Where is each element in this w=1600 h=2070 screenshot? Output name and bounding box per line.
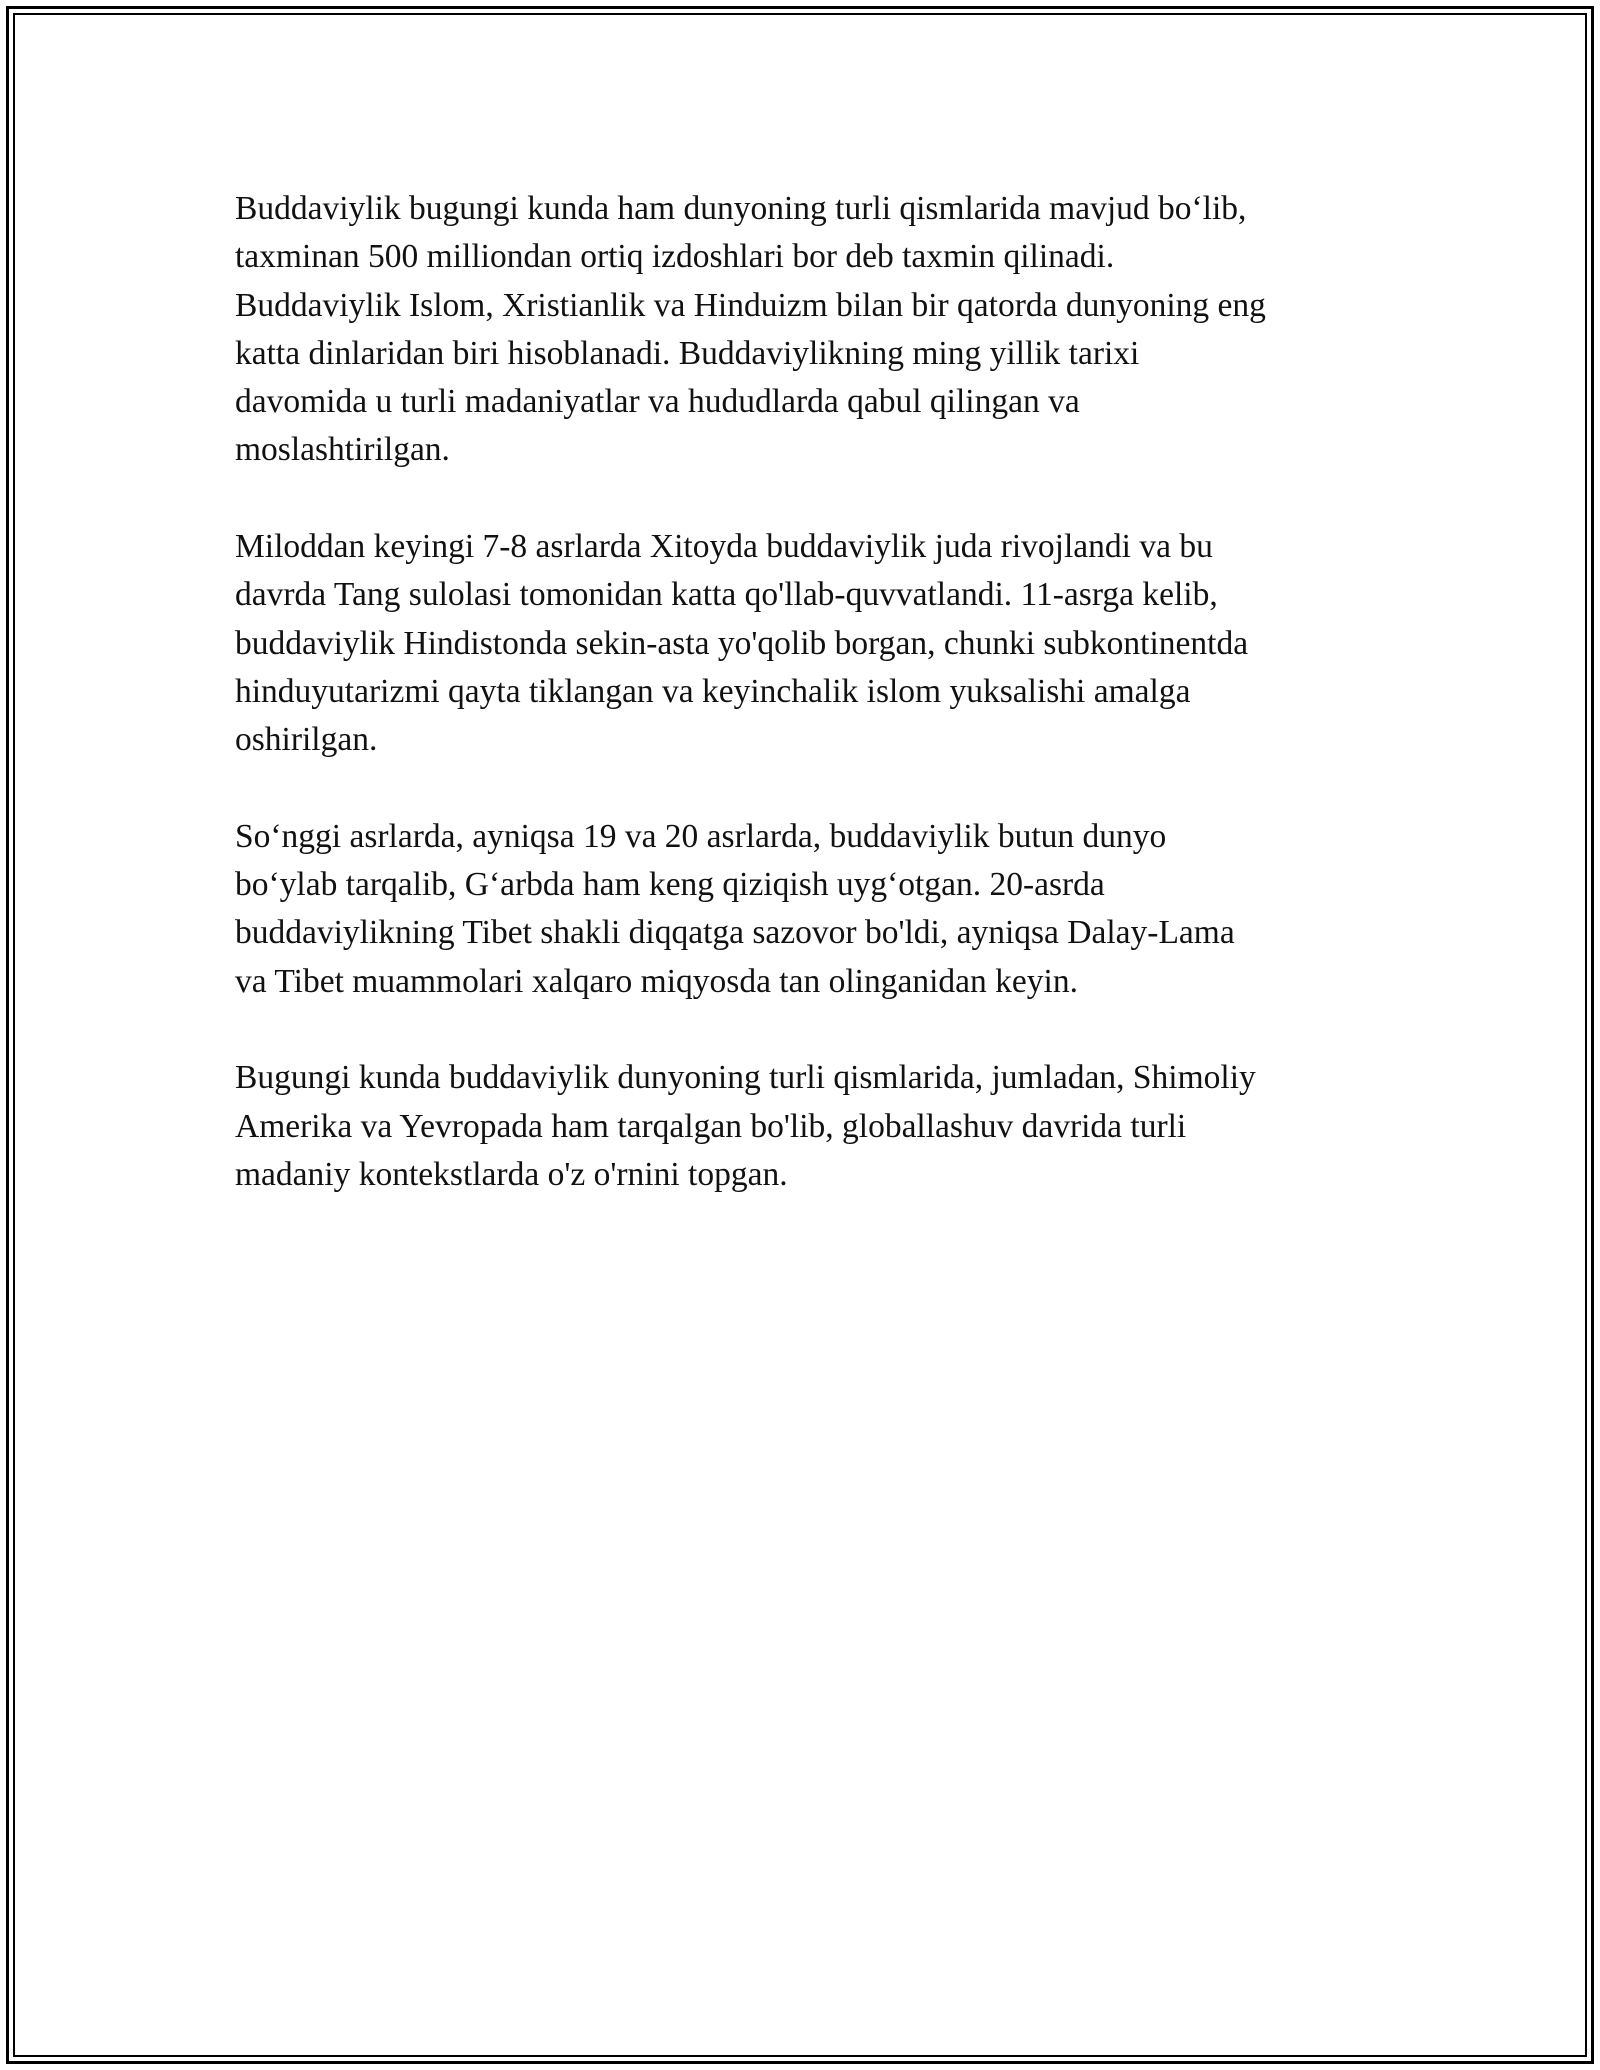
paragraph-2: Miloddan keyingi 7-8 asrlarda Xitoyda buddaviylik juda rivojlandi va bu davrda Tang sulolasi tomonidan katta qo'llab-quvvatlandi. 11-asrga kelib, buddaviylik Hindistonda sekin-asta yo'qolib borgan, chunki subkontinentda hinduyutarizmi qayta tiklangan va keyinchalik islom yuksalishi amalga oshirilgan. — [235, 528, 1249, 759]
paragraph-4: Bugungi kunda buddaviylik dunyoning turli qismlarida, jumladan, Shimoliy Amerika va Yevropada ham tarqalgan bo'lib, globallashuv davrida turli madaniy kontekstlarda o'z o'rnini topgan. — [235, 1059, 1256, 1193]
document-body — [235, 185, 1405, 1248]
paragraph-1: Buddaviylik bugungi kunda ham dunyoning turli qismlarida mavjud bo‘lib, taxminan 500 milliondan ortiq izdoshlari bor deb taxmin qilinadi. Buddaviylik Islom, Xristianlik va Hinduizm bilan bir qatorda dunyoning eng katta dinlaridan biri hisoblanadi. Buddaviylikning ming yillik tarixi davomida u turli madaniyatlar va hududlarda qabul qilingan va moslashtirilgan. — [235, 190, 1266, 469]
paragraph-3: So‘nggi asrlarda, ayniqsa 19 va 20 asrlarda, buddaviylik butun dunyo bo‘ylab tarqalib, G‘arbda ham keng qiziqish uyg‘otgan. 20-asrda buddaviylikning Tibet shakli diqqatga sazovor bo'ldi, ayniqsa Dalay-Lama va Tibet muammolari xalqaro miqyosda tan olinganidan keyin. — [235, 817, 1235, 1000]
